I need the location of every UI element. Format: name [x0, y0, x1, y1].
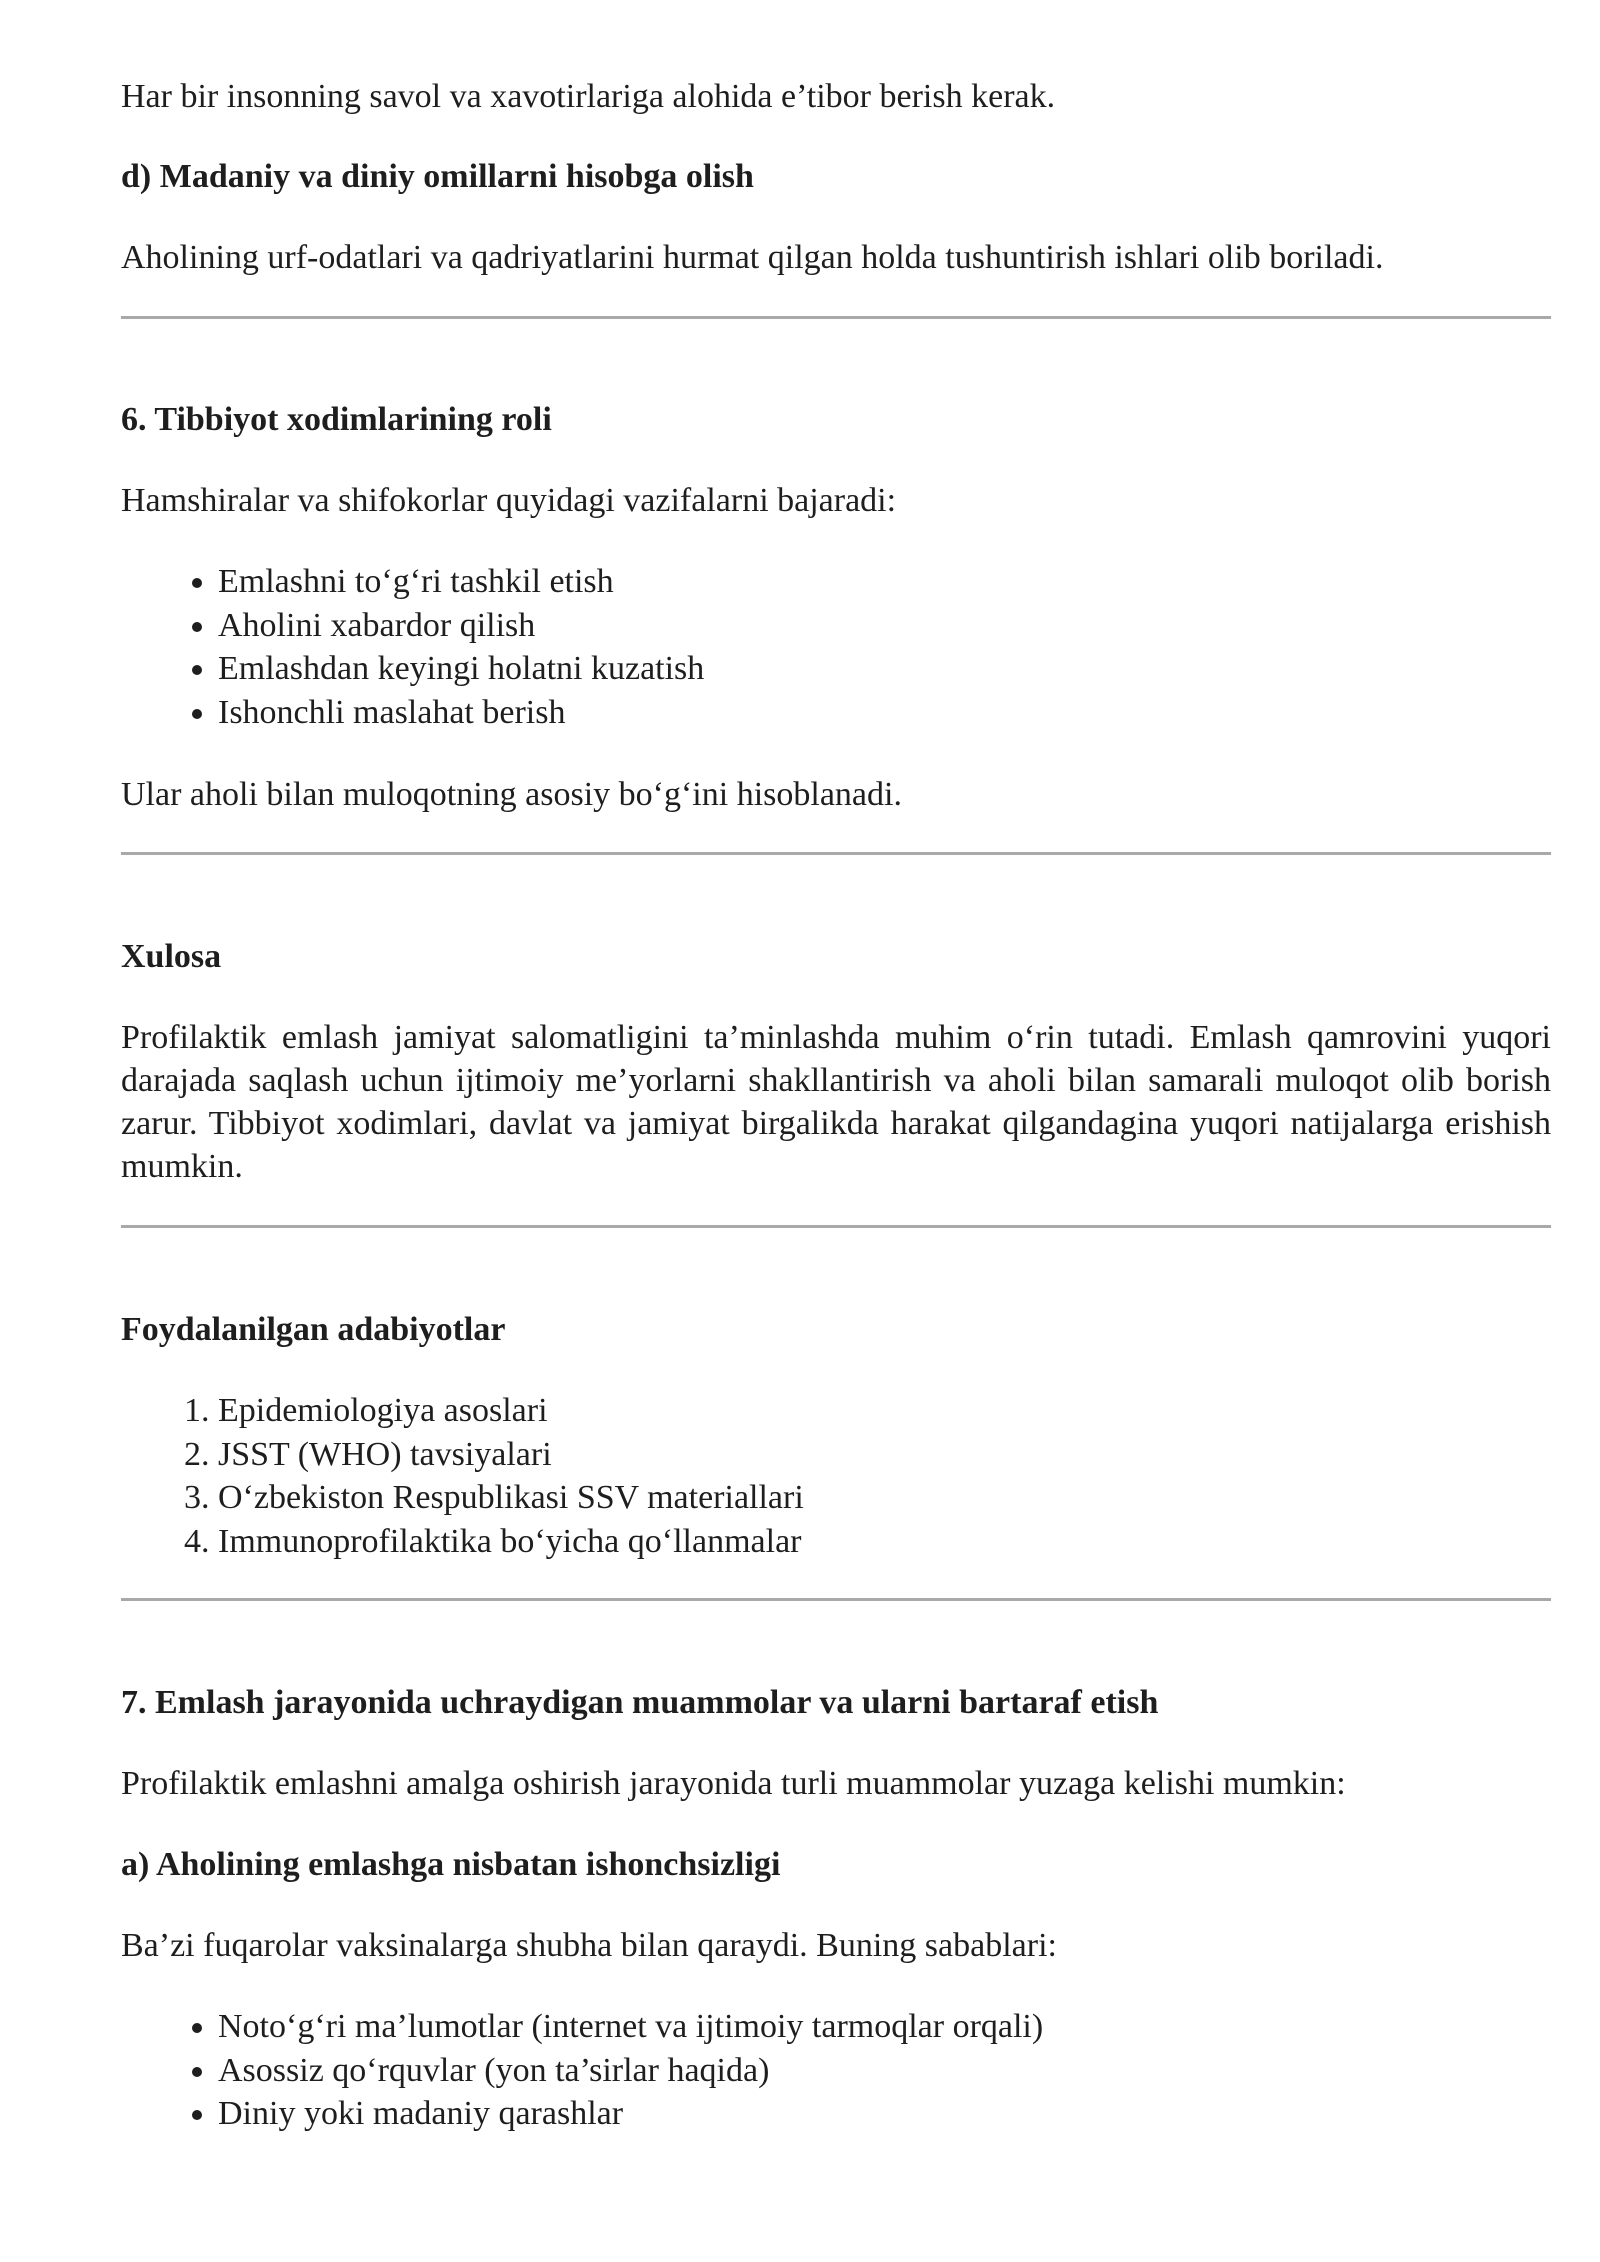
section-d-text: Aholining urf-odatlari va qadriyatlarini hurmat qilgan holda tushuntirish ishlari olib boriladi.: [121, 239, 1384, 276]
references-list: [121, 1389, 1600, 1563]
divider: [121, 852, 1551, 855]
intro-line: Har bir insonning savol va xavotirlariga alohida e’tibor berish kerak.: [121, 78, 1056, 115]
list-item: • Ishonchli maslahat berish: [218, 691, 1600, 735]
list-item: 1. Epidemiologiya asoslari: [218, 1389, 1600, 1433]
list-item: 2. JSST (WHO) tavsiyalari: [218, 1433, 1600, 1477]
section-7-heading: 7. Emlash jarayonida uchraydigan muammolar va ularni bartaraf etish: [121, 1684, 1159, 1721]
section-7-intro: Profilaktik emlashni amalga oshirish jarayonida turli muammolar yuzaga kelishi mumkin:: [121, 1765, 1346, 1802]
section-6-heading: 6. Tibbiyot xodimlarining roli: [121, 401, 552, 438]
divider: [121, 316, 1551, 319]
list-item: • Emlashni to‘g‘ri tashkil etish: [218, 560, 1600, 604]
conclusion-heading: Xulosa: [121, 938, 222, 975]
list-item: • Aholini xabardor qilish: [218, 604, 1600, 648]
section-d-heading: d) Madaniy va diniy omillarni hisobga olish: [121, 158, 754, 195]
section-6-intro: Hamshiralar va shifokorlar quyidagi vazifalarni bajaradi:: [121, 482, 897, 519]
divider: [121, 1225, 1551, 1228]
list-item: 3. O‘zbekiston Respublikasi SSV materiallari: [218, 1476, 1600, 1520]
section-6-list: [121, 560, 1600, 734]
divider: [121, 1598, 1551, 1601]
section-7a-list: [121, 2005, 1600, 2136]
list-item: 4. Immunoprofilaktika bo‘yicha qo‘llanmalar: [218, 1520, 1600, 1564]
list-item: • Diniy yoki madaniy qarashlar: [218, 2092, 1600, 2136]
section-7a-intro: Ba’zi fuqarolar vaksinalarga shubha bilan qaraydi. Buning sabablari:: [121, 1927, 1057, 1964]
list-item: • Emlashdan keyingi holatni kuzatish: [218, 647, 1600, 691]
conclusion-text: Profilaktik emlash jamiyat salomatligini ta’minlashda muhim o‘rin tutadi. Emlash qamrovini yuqori darajada saqlash uchun ijtimoiy me’yorlarni shakllantirish va aholi bilan samarali muloqot olib borish zarur. Tibbiyot xodimlari, davlat va jamiyat birgalikda harakat qilgandagina yuqori natijalarga erishish mumkin.: [121, 1019, 1551, 1185]
section-6-outro: Ular aholi bilan muloqotning asosiy bo‘g‘ini hisoblanadi.: [121, 776, 902, 813]
references-heading: Foydalanilgan adabiyotlar: [121, 1311, 506, 1348]
list-item: • Noto‘g‘ri ma’lumotlar (internet va ijtimoiy tarmoqlar orqali): [218, 2005, 1600, 2049]
list-item: • Asossiz qo‘rquvlar (yon ta’sirlar haqida): [218, 2049, 1600, 2093]
section-7a-heading: a) Aholining emlashga nisbatan ishonchsizligi: [121, 1846, 781, 1883]
